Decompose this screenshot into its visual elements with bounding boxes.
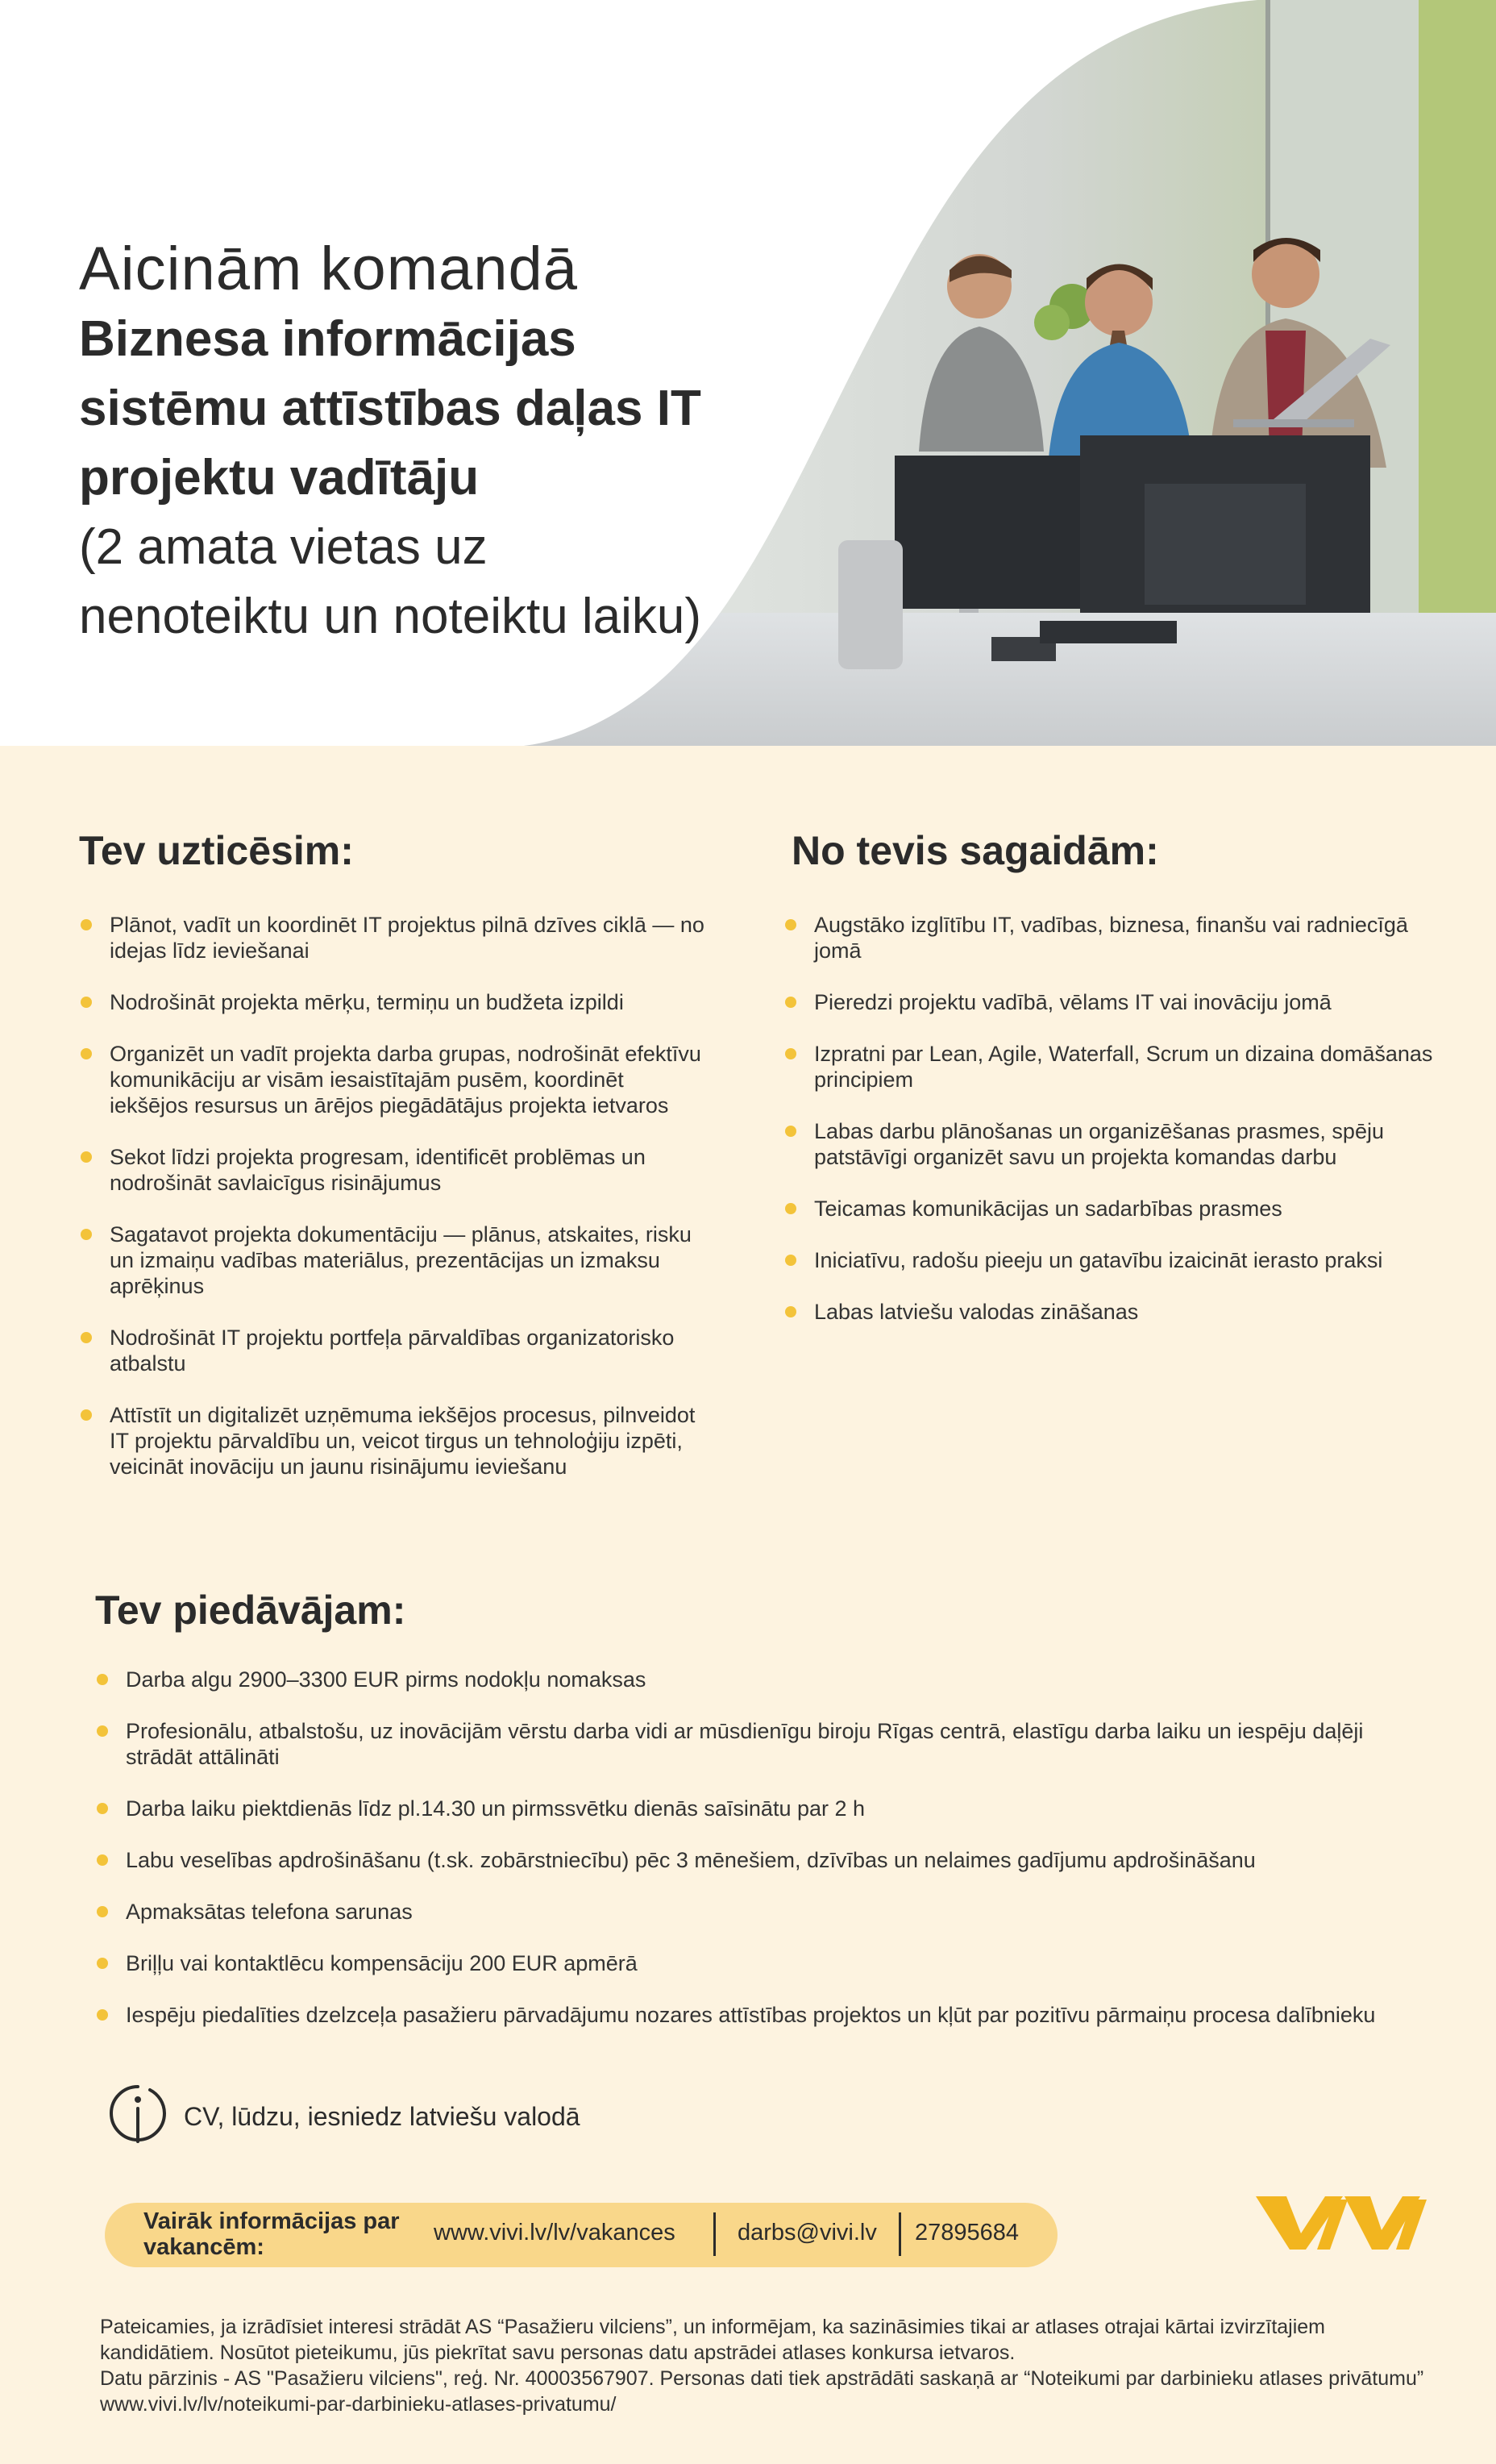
list-item: Sekot līdzi projekta progresam, identificēt problēmas un nodrošināt savlaicīgus risinājumus: [79, 1144, 708, 1196]
bullet-dot-icon: [785, 1126, 796, 1137]
list-item: Apmaksātas telefona sarunas: [95, 1899, 1433, 1925]
list-item: Iespēju piedalīties dzelzceļa pasažieru pārvadājumu nozares attīstības projektos un kļūt par pozitīvu pārmaiņu procesa dalībnieku: [95, 2002, 1433, 2028]
offer-title: Tev piedāvājam:: [95, 1588, 406, 1633]
requirements-list: [783, 912, 1444, 1351]
job-subtitle-line-2: nenoteiktu un noteiktu laiku): [79, 589, 702, 644]
list-item: Organizēt un vadīt projekta darba grupas, nodrošināt efektīvu komunikāciju ar visām iesaistītajām pusēm, koordinēt iekšējos resursus un ārējos piegādātājus projekta ietvaros: [79, 1041, 708, 1118]
list-item: Attīstīt un digitalizēt uzņēmuma iekšējos procesus, pilnveidot IT projektu pārvaldību un, veicot tirgus un tehnoloģiju izpēti, veicināt inovāciju un jaunu risinājumu ieviešanu: [79, 1402, 708, 1480]
bullet-dot-icon: [97, 1803, 108, 1814]
list-item: Nodrošināt projekta mērķu, termiņu un budžeta izpildi: [79, 989, 708, 1015]
contact-bar: [105, 2203, 1058, 2267]
list-item: Labas latviešu valodas zināšanas: [783, 1299, 1444, 1325]
footer-paragraph-1: Pateicamies, ja izrādīsiet interesi strādāt AS “Pasažieru vilciens”, un informējam, ka sazināsimies tikai ar atlases otrajai kārtai izvirzītajiem kandidātiem. Nosūtot pieteikumu, jūs piekrītat savu personas datu apstrādei atlases konkursa ietvaros.: [100, 2316, 1326, 2364]
list-item: Augstāko izglītību IT, vadības, biznesa, finanšu vai radniecīgā jomā: [783, 912, 1444, 964]
contact-label: Vairāk informācijas par vakancēm:: [143, 2208, 400, 2260]
bullet-dot-icon: [785, 997, 796, 1008]
bullet-dot-icon: [97, 1725, 108, 1737]
cv-language-note: CV, lūdzu, iesniedz latviešu valodā: [184, 2102, 580, 2131]
bullet-dot-icon: [785, 1048, 796, 1059]
list-item: Plānot, vadīt un koordinēt IT projektus pilnā dzīves ciklā — no idejas līdz ieviešanai: [79, 912, 708, 964]
bullet-dot-icon: [97, 1674, 108, 1685]
list-item: Sagatavot projekta dokumentāciju — plānus, atskaites, risku un izmaiņu vadības materiālus, prezentācijas un izmaksu aprēķinus: [79, 1222, 708, 1299]
list-item: Darba algu 2900–3300 EUR pirms nodokļu nomaksas: [95, 1667, 1433, 1692]
offer-list: [95, 1667, 1433, 2054]
website-link[interactable]: www.vivi.lv/lv/vakances: [434, 2220, 675, 2245]
job-title-line-3: projektu vadītāju: [79, 450, 480, 506]
list-item: Izpratni par Lean, Agile, Waterfall, Scrum un dizaina domāšanas principiem: [783, 1041, 1444, 1093]
list-item: Darba laiku piektdienās līdz pl.14.30 un pirmssvētku dienās saīsinātu par 2 h: [95, 1796, 1433, 1821]
list-item: Pieredzi projektu vadībā, vēlams IT vai inovāciju jomā: [783, 989, 1444, 1015]
divider: [713, 2212, 716, 2256]
bullet-dot-icon: [97, 1854, 108, 1866]
responsibilities-title: Tev uzticēsim:: [79, 828, 354, 873]
bullet-dot-icon: [97, 1958, 108, 1969]
bullet-dot-icon: [81, 919, 92, 930]
list-item: Iniciatīvu, radošu pieeju un gatavību izaicināt ierasto praksi: [783, 1247, 1444, 1273]
bullet-dot-icon: [81, 1229, 92, 1240]
bullet-dot-icon: [81, 1048, 92, 1059]
bullet-dot-icon: [81, 1409, 92, 1421]
requirements-title: No tevis sagaidām:: [792, 828, 1159, 873]
bullet-dot-icon: [785, 919, 796, 930]
footer-disclaimer: [100, 2314, 1438, 2417]
list-item: Nodrošināt IT projektu portfeļa pārvaldības organizatorisko atbalstu: [79, 1325, 708, 1376]
list-item: Briļļu vai kontaktlēcu kompensāciju 200 EUR apmērā: [95, 1950, 1433, 1976]
list-item: Labu veselības apdrošināšanu (t.sk. zobārstniecību) pēc 3 mēnešiem, dzīvības un nelaimes gadījumu apdrošināšanu: [95, 1847, 1433, 1873]
bullet-dot-icon: [97, 2009, 108, 2021]
job-title-line-2: sistēmu attīstības daļas IT: [79, 381, 701, 436]
phone-link[interactable]: 27895684: [915, 2220, 1020, 2245]
email-link[interactable]: darbs@vivi.lv: [738, 2220, 877, 2245]
bullet-dot-icon: [81, 1151, 92, 1163]
bullet-dot-icon: [785, 1203, 796, 1214]
vivi-logo: [1254, 2191, 1432, 2253]
responsibilities-list: [79, 912, 708, 1505]
bullet-dot-icon: [785, 1306, 796, 1317]
hero-text-block: [79, 234, 804, 651]
list-item: Teicamas komunikācijas un sadarbības prasmes: [783, 1196, 1444, 1222]
job-title-line-1: Biznesa informācijas: [79, 311, 576, 367]
job-subtitle-line-1: (2 amata vietas uz: [79, 519, 488, 575]
bullet-dot-icon: [81, 1332, 92, 1343]
divider: [899, 2212, 901, 2256]
info-icon: [108, 2083, 168, 2143]
bullet-dot-icon: [97, 1906, 108, 1917]
footer-paragraph-2: Datu pārzinis - AS "Pasažieru vilciens", reģ. Nr. 40003567907. Personas dati tiek apstrādāti saskaņā ar “Noteikumi par darbinieku atlases privātumu” www.vivi.lv/lv/noteikumi-par-darbinieku-atlases-privatumu/: [100, 2367, 1424, 2416]
bullet-dot-icon: [785, 1255, 796, 1266]
bullet-dot-icon: [81, 997, 92, 1008]
list-item: Labas darbu plānošanas un organizēšanas prasmes, spēju patstāvīgi organizēt savu un projekta komandas darbu: [783, 1118, 1444, 1170]
hero-intro: Aicinām komandā: [79, 235, 579, 303]
header-banner: [0, 0, 1496, 746]
list-item: Profesionālu, atbalstošu, uz inovācijām vērstu darba vidi ar mūsdienīgu biroju Rīgas centrā, elastīgu darba laiku un iespēju daļēji strādāt attālināti: [95, 1718, 1433, 1770]
